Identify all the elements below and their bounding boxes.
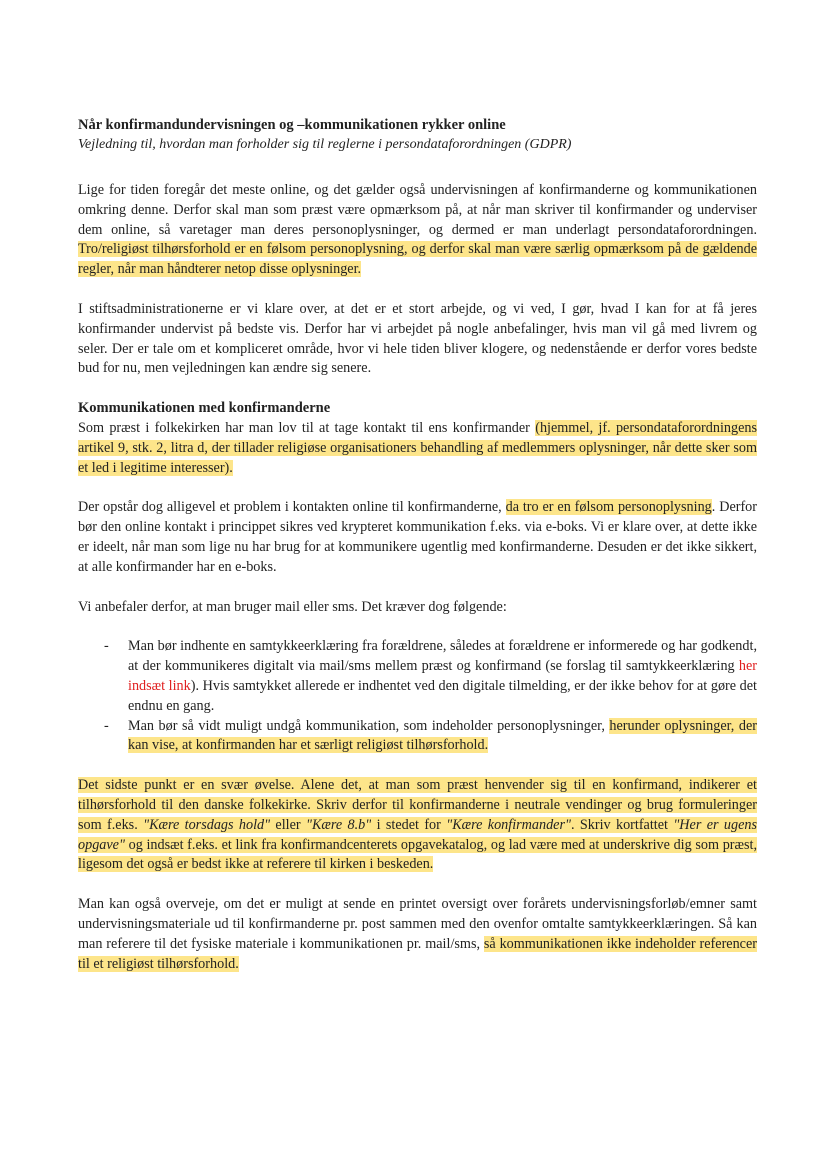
neutral-text-2: eller [270, 816, 306, 833]
intro-text: Lige for tiden foregår det meste online, og det gælder også undervisningen af konfirmanderne og kommunikationen omkring denne. Derfor skal man som præst være opmærksom på, at når man skriver til konfirmander og underviser dem online, så varetager man deres personoplysninger, og dermed er man underlagt persondataforordningen. [78, 182, 757, 238]
highlight-faith-sensitive: da tro er en følsom personoplysning [505, 499, 712, 516]
neutral-text-4: . Skriv kortfattet [570, 816, 674, 833]
highlight-sensitive-data: Tro/religiøst tilhørsforhold er en følsom personoplysning, og derfor skal man være særlig opmærksom på de gældende regler, når man håndterer netop disse oplysninger. [78, 241, 757, 278]
list-item-text-end: ). Hvis samtykket allerede er indhentet ved den digitale tilmelding, er der ikke behov for at gøre det endnu en gang. [128, 677, 757, 714]
problem-text-end: . Derfor bør den online kontakt i princippet sikres ved krypteret kommunikation f.eks. via e-boks. Vi er klare over, at dette ikke er ideelt, når man som lige nu har brug for at kommunikere ugentlig med konfirmanderne. Desuden er det ikke sikkert, at alle konfirmander har en e-boks. [78, 499, 758, 575]
highlight-religious-affiliation: herunder oplysninger, der kan vise, at konfirmanden har et særligt religiøst tilhørsforhold. [128, 717, 757, 754]
neutral-text-1: Det sidste punkt er en svær øvelse. Alene det, at man som præst henvender sig til en konfirmand, indikerer et tilhørsforhold til den danske folkekirke. Skriv derfor til konfirmanderne i neutrale vendinger og brug formuleringer som f.eks. [78, 777, 757, 833]
neutral-text-3: i stedet for [371, 816, 447, 833]
dash-bullet: - [104, 717, 109, 734]
requirements-list [78, 637, 757, 756]
printed-material-paragraph [78, 895, 757, 974]
document-title: Når konfirmandundervisningen og –kommunikationen rykker online [78, 117, 506, 133]
list-item-text: Man bør så vidt muligt undgå kommunikation, som indeholder personoplysninger, [128, 717, 610, 734]
dash-bullet: - [104, 638, 109, 655]
consent-link[interactable]: her indsæt link [128, 658, 757, 694]
recommendation-paragraph: Vi anbefaler derfor, at man bruger mail eller sms. Det kræver dog følgende: [78, 598, 507, 615]
list-item-text: Man bør indhente en samtykkeerklæring fra forældrene, således at forældrene er informerede og har godkendt, at der kommunikeres digitalt via mail/sms mellem præst og konfirmand (se forslag til samtykkeerklæring [128, 638, 757, 675]
section-heading: Kommunikationen med konfirmanderne [78, 400, 331, 417]
neutral-wording-paragraph [78, 776, 757, 875]
list-item [104, 717, 757, 757]
intro-paragraph [78, 181, 757, 280]
list-item [104, 637, 757, 716]
document-subtitle: Vejledning til, hvordan man forholder sig til reglerne i persondataforordningen (GDPR) [78, 137, 572, 152]
legal-basis-paragraph [78, 419, 757, 478]
printed-material-text: Man kan også overveje, om det er muligt at sende en printet oversigt over forårets undervisningsforløb/emner samt undervisningsmateriale ud til konfirmanderne pr. post sammen med den ovenfor omtalte samtykkeerklæringen. Så kan man referere til det fysiske materiale i kommunikationen pr. mail/sms, [78, 896, 757, 952]
problem-text-start: Der opstår dog alligevel et problem i kontakten online til konfirmanderne, [78, 499, 506, 516]
quote-8b: "Kære 8.b" [305, 816, 372, 833]
diocese-paragraph: I stiftsadministrationerne er vi klare over, at det er et stort arbejde, og vi ved, I gør, hvad I kan for at få jeres konfirmander undervist på bedste vis. Derfor har vi arbejdet på nogle anbefalinger, hvis man vil gå med livrem og seler. Der er tale om et kompliceret område, hvor vi hele tiden bliver klogere, og nedenstående er derfor vores bedste bud for nu, men vejledningen kan ændre sig senere. [78, 300, 757, 377]
neutral-text-5: og indsæt f.eks. et link fra konfirmandcenterets opgavekatalog, og lad være med at underskrive dig som præst, ligesom det også er bedst ikke at referere til kirken i beskeden. [78, 836, 757, 873]
quote-weekly-task: "Her er ugens opgave" [78, 816, 757, 853]
highlight-legal-basis: (hjemmel, jf. persondataforordningens artikel 9, stk. 2, litra d, der tillader religiøse organisationers behandling af medlemmers oplysninger, når dette sker som et led i legitime interesser). [78, 419, 757, 476]
highlight-no-references: så kommunikationen ikke indeholder referencer til et religiøst tilhørsforhold. [78, 935, 758, 972]
quote-dear-confirmands: "Kære konfirmander" [446, 816, 571, 833]
problem-paragraph [78, 498, 757, 577]
legal-basis-text: Som præst i folkekirken har man lov til at tage kontakt til ens konfirmander [78, 419, 536, 436]
quote-thursday-team: "Kære torsdags hold" [143, 816, 271, 833]
